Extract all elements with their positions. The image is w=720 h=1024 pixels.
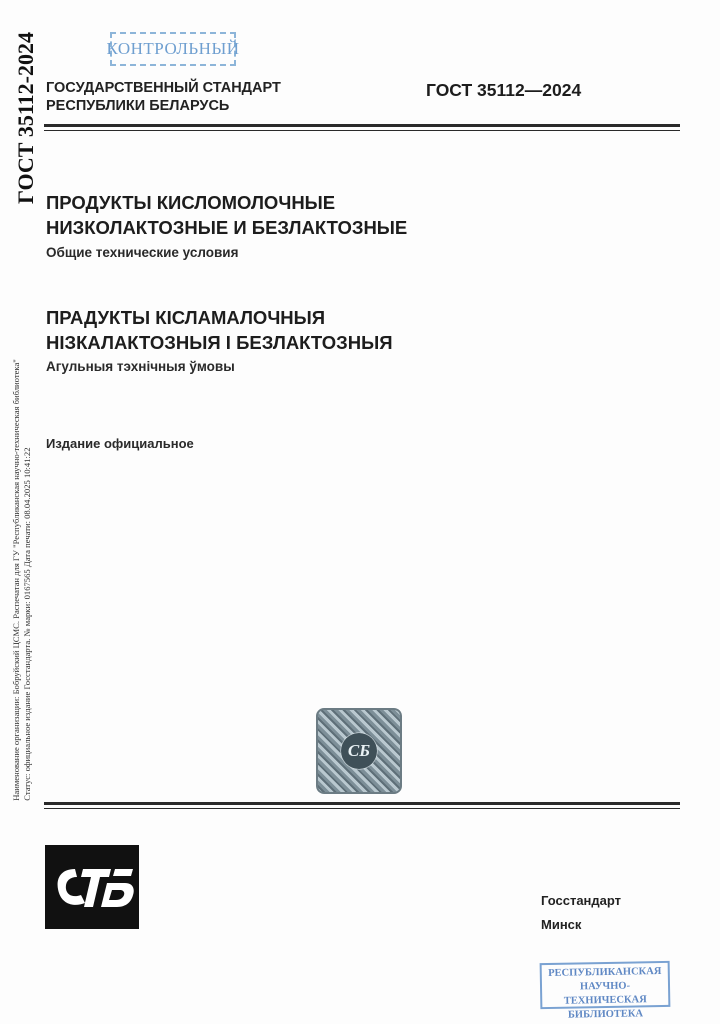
hologram-sticker [316, 708, 402, 794]
title-line: НІЗКАЛАКТОЗНЫЯ І БЕЗЛАКТОЗНЫЯ [46, 332, 393, 353]
standard-type-heading [46, 79, 281, 115]
edition-label: Издание официальное [46, 436, 194, 451]
footer-rule-thin [44, 808, 680, 809]
title-line: НИЗКОЛАКТОЗНЫЕ И БЕЗЛАКТОЗНЫЕ [46, 217, 408, 238]
print-info-line: Статус: официальное издание Госстандарта. № марки: 0167565 Дата печати: 08.04.2025 10:41:22 [22, 447, 32, 801]
library-stamp-line: НАУЧНО-ТЕХНИЧЕСКАЯ [563, 980, 647, 1007]
title-belarusian [46, 305, 393, 355]
title-line: ПРАДУКТЫ КІСЛАМАЛОЧНЫЯ [46, 307, 326, 328]
standard-code: ГОСТ 35112—2024 [426, 80, 582, 100]
stb-logo [45, 845, 139, 929]
header-rule-thin [44, 130, 680, 131]
title-russian [46, 190, 407, 240]
subtitle-russian: Общие технические условия [46, 245, 239, 260]
side-print-info [11, 359, 33, 801]
print-info-line: Наименование организации: Бобруйский ЦСМС. Распечатан для ГУ "Республиканская научно-техническая библиотека" [11, 359, 21, 801]
hologram-emblem: СБ [341, 733, 377, 769]
standard-type-line: ГОСУДАРСТВЕННЫЙ СТАНДАРТ [46, 80, 281, 96]
standard-type-line: РЕСПУБЛИКИ БЕЛАРУСЬ [46, 98, 230, 114]
header-rule-thick [44, 124, 680, 127]
control-stamp: КОНТРОЛЬНЫЙ [110, 32, 236, 66]
stb-logo-icon [45, 845, 139, 929]
library-stamp-line: БИБЛИОТЕКА [567, 1008, 644, 1021]
library-stamp [540, 961, 671, 1021]
publisher-city: Минск [541, 917, 582, 932]
side-standard-code: ГОСТ 35112-2024 [13, 31, 38, 205]
subtitle-belarusian: Агульныя тэхнічныя ўмовы [46, 359, 235, 374]
title-line: ПРОДУКТЫ КИСЛОМОЛОЧНЫЕ [46, 192, 336, 213]
publisher-name: Госстандарт [541, 893, 622, 908]
footer-rule-thick [44, 802, 680, 805]
library-stamp-line: РЕСПУБЛИКАНСКАЯ [548, 966, 662, 979]
